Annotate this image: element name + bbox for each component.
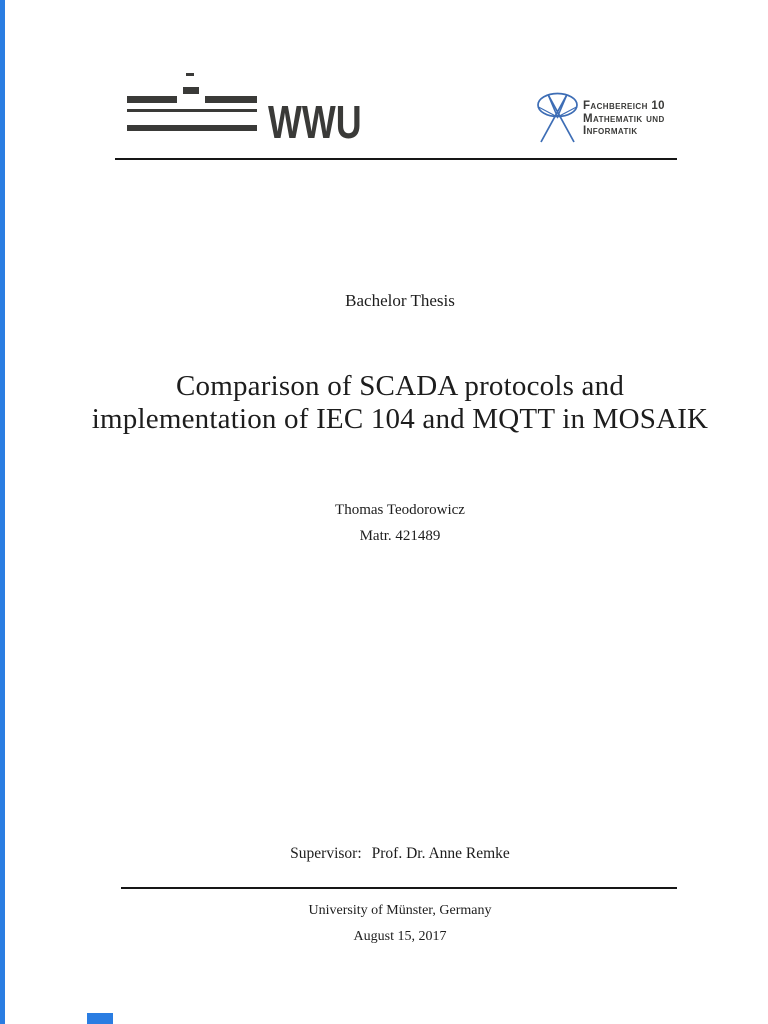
thesis-date: August 15, 2017 bbox=[353, 929, 447, 944]
supervisor-name: Prof. Dr. Anne Remke bbox=[371, 845, 510, 862]
castle-upper-right-bar bbox=[205, 96, 257, 103]
thesis-title bbox=[32, 370, 768, 436]
author-name: Thomas Teodorowicz bbox=[335, 502, 465, 518]
castle-flag-bar bbox=[186, 73, 194, 76]
institution-name: University of Münster, Germany bbox=[308, 903, 492, 918]
viewer-left-edge-strip bbox=[0, 0, 5, 1024]
castle-base-bar bbox=[127, 125, 257, 132]
fb10-crest-icon bbox=[536, 92, 579, 149]
department-name bbox=[583, 100, 665, 138]
thesis-title-line-1: Comparison of SCADA protocols and bbox=[175, 370, 625, 402]
department-line-3: Informatik bbox=[583, 125, 638, 137]
viewer-corner-mark bbox=[87, 1013, 113, 1024]
supervisor-label: Supervisor: bbox=[290, 845, 362, 862]
department-line-2: Mathematik und bbox=[583, 112, 665, 125]
header-divider bbox=[115, 158, 677, 160]
castle-tower-bar bbox=[183, 87, 199, 94]
thesis-kind-label: Bachelor Thesis bbox=[345, 291, 455, 310]
supervisor-line bbox=[32, 845, 768, 863]
castle-upper-left-bar bbox=[127, 96, 177, 103]
department-line-1: Fachbereich 10 bbox=[583, 100, 665, 112]
castle-middle-bar bbox=[127, 109, 257, 112]
matriculation-number: Matr. 421489 bbox=[359, 528, 441, 544]
wwu-castle-icon bbox=[127, 73, 258, 131]
wwu-wordmark: WWU bbox=[268, 96, 362, 148]
thesis-title-line-2: implementation of IEC 104 and MQTT in MOSAIK bbox=[91, 403, 709, 435]
footer-divider bbox=[121, 887, 677, 889]
